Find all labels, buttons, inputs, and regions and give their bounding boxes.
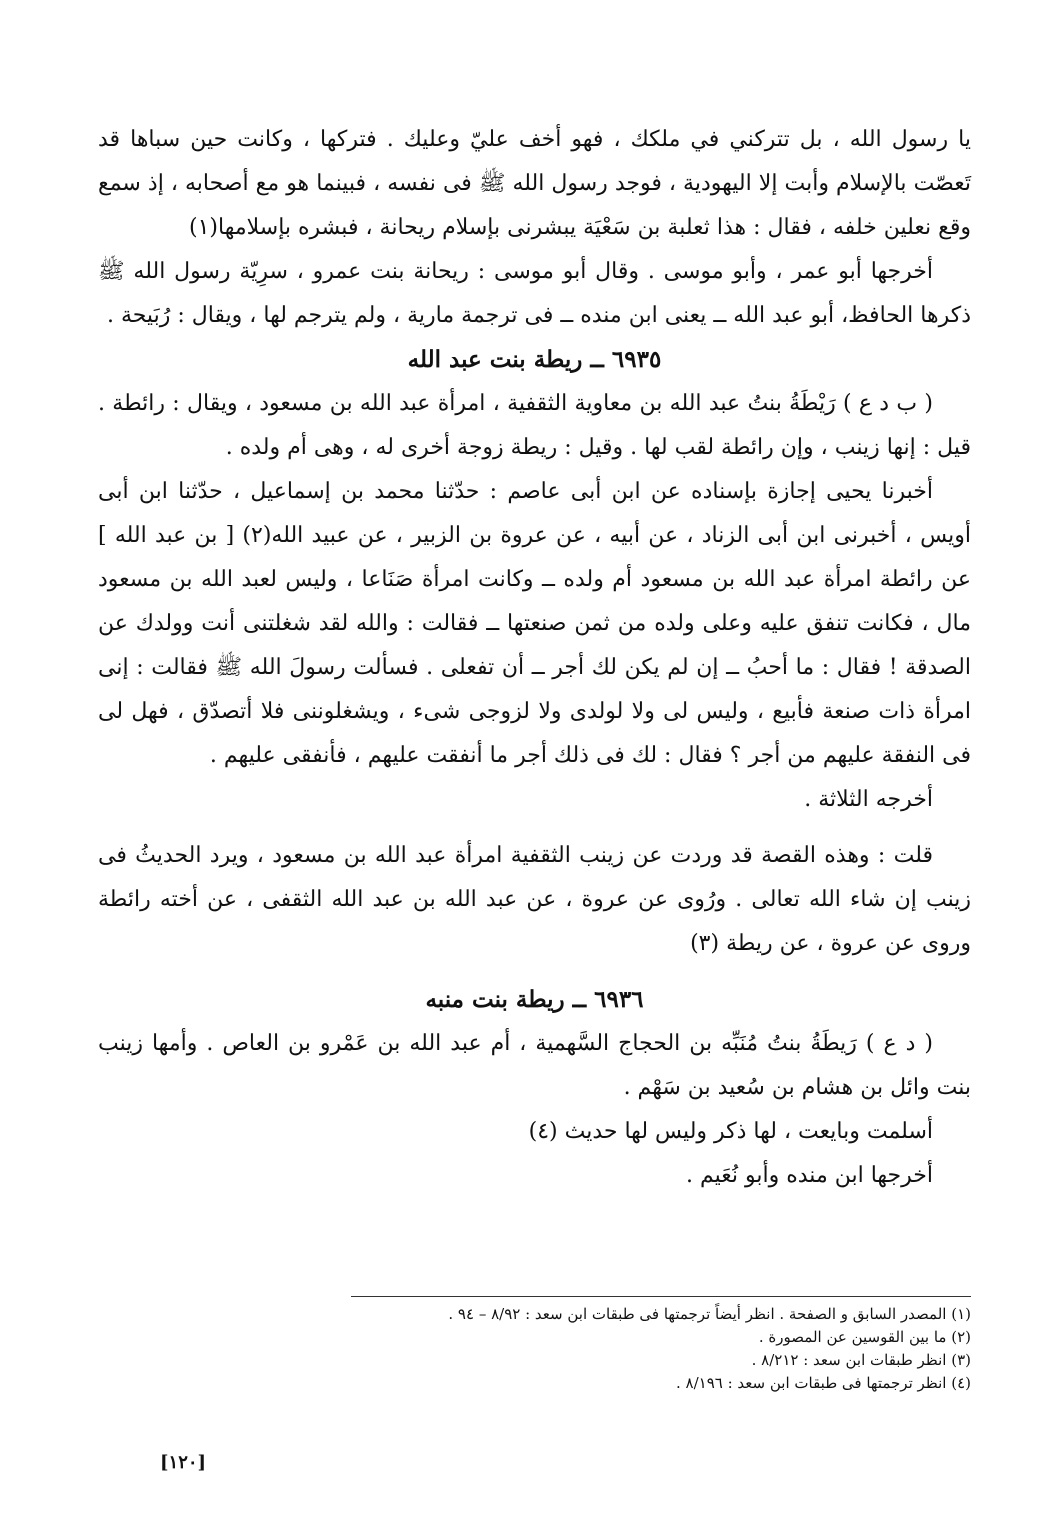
paragraph: يا رسول الله ، بل تتركني في ملكك ، فهو أخف عليّ وعليك . فتركها ، وكانت حين سباها قد تَعصّت بالإسلام وأبت إلا اليهودية ، فوجد رسول الله ﷺ فى نفسه ، فبينما هو مع أصحابه ، إذ سمع وقع نعلين خلفه ، فقال : هذا ثعلبة بن سَعْيَة يبشرنى بإسلام ريحانة ، فبشره بإسلامها(١) — [98, 127, 971, 240]
footnote-divider — [351, 1296, 971, 1297]
footnote: (٣) انظر طبقات ابن سعد : ٨/٢١٢ . — [751, 1351, 971, 1369]
footnotes — [351, 1296, 971, 1395]
paragraph: ( د ع ) رَيطَةُ بنتُ مُنَبِّه بن الحجاج السَّهمية ، أم عبد الله بن عَمْرو بن العاص . وأمها زينب بنت وائل بن هشام بن سُعيد بن سَهْم . — [98, 1031, 971, 1100]
paragraph: أسلمت وبايعت ، لها ذكر وليس لها حديث (٤) — [528, 1119, 933, 1144]
paragraph: أخرجه الثلاثة . — [804, 787, 933, 812]
paragraph: قلت : وهذه القصة قد وردت عن زينب الثقفية امرأة عبد الله بن مسعود ، ويرد الحديثُ فى زينب إن شاء الله تعالى . ورُوى عن عروة ، عن عبد الله بن عبد الله الثقفى ، عن أخته رائطة وروى عن عروة ، عن ريطة (٣) — [98, 843, 971, 956]
paragraph: أخرجها ابن منده وأبو نُعَيم . — [686, 1163, 933, 1188]
paragraph: أخبرنا يحيى إجازة بإسناده عن ابن أبى عاصم : حدّثنا محمد بن إسماعيل ، حدّثنا ابن أبى أويس ، أخبرنى ابن أبى الزناد ، عن أبيه ، عن عروة بن الزبير ، عن عبيد الله(٢) [ بن عبد الله ] عن رائطة امرأة عبد الله بن مسعود أم ولده ــ وكانت امرأة صَنَاعا ، وليس لعبد الله بن مسعود مال ، فكانت تنفق عليه وعلى ولده من ثمن صنعتها ــ فقالت : والله لقد شغلتنى أنت وولدك عن الصدقة ! فقال : ما أحبُ ــ إن لم يكن لك أجر ــ أن تفعلى . فسألت رسولَ الله ﷺ فقالت : إنى امرأة ذات صنعة فأبيع ، وليس لى ولا لولدى ولا لزوجى شىء ، ويشغلوننى فلا أتصدّق ، فهل لى فى النفقة عليهم من أجر ؟ فقال : لك فى ذلك أجر ما أنفقت عليهم ، فأنفقى عليهم . — [98, 479, 971, 768]
footnote: (١) المصدر السابق و الصفحة . انظر أيضاً ترجمتها فى طبقات ابن سعد : ٨/٩٢ – ٩٤ . — [448, 1305, 971, 1323]
entry-heading-6936: ٦٩٣٦ ــ ريطة بنت منبه — [425, 986, 644, 1013]
paragraph: ( ب د ع ) رَيْطَةُ بنتُ عبد الله بن معاوية الثقفية ، امرأة عبد الله بن مسعود ، ويقال : رائطة . قيل : إنها زينب ، وإن رائطة لقب لها . وقيل : ريطة زوجة أخرى له ، وهى أم ولده . — [98, 391, 971, 460]
paragraph: أخرجها أبو عمر ، وأبو موسى . وقال أبو موسى : ريحانة بنت عمرو ، سرِيّة رسول الله ﷺ ذكرها الحافظ، أبو عبد الله ــ يعنى ابن منده ــ فى ترجمة مارية ، ولم يترجم لها ، ويقال : رُبَيحة . — [98, 259, 971, 328]
footnote: (٤) انظر ترجمتها فى طبقات ابن سعد : ٨/١٩٦ . — [676, 1374, 971, 1392]
page-number: [١٢٠] — [160, 1452, 207, 1473]
footnote: (٢) ما بين القوسين عن المصورة . — [758, 1328, 971, 1346]
entry-heading-6935: ٦٩٣٥ ــ ريطة بنت عبد الله — [407, 346, 662, 373]
